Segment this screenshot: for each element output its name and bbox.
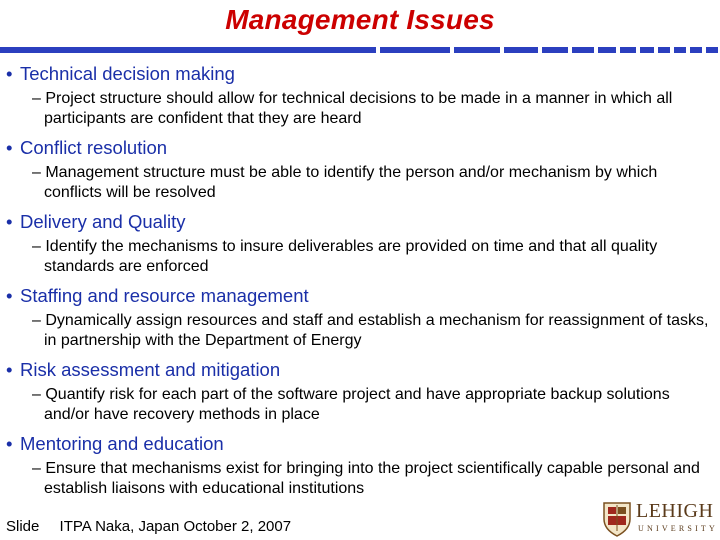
bullet-heading: Risk assessment and mitigation (20, 359, 281, 380)
bullet-dot: • (6, 285, 13, 306)
bullet-dot: • (6, 211, 13, 232)
footer-slide-label: Slide (6, 518, 40, 535)
logo-subtitle: UNIVERSITY (638, 524, 718, 533)
shield-icon (602, 501, 632, 537)
title-divider-rule (0, 46, 720, 54)
bullet-risk-assessment (6, 358, 716, 382)
slide-title: Management Issues (225, 4, 495, 35)
bullet-detail: – Management structure must be able to identify the person and/or mechanism by which conflicts will be resolved (32, 164, 658, 201)
bullet-dot: • (6, 137, 13, 158)
bullet-detail: – Identify the mechanisms to insure deliverables are provided on time and that all quality standards are enforced (32, 238, 658, 275)
bullet-detail: – Quantify risk for each part of the software project and have appropriate backup solutions and/or have recovery methods in place (32, 386, 670, 423)
bullet-detail: – Ensure that mechanisms exist for bringing into the project scientifically capable personal and establish liaisons with educational institutions (32, 460, 700, 497)
bullet-technical-decision-making (6, 62, 716, 86)
bullet-staffing (6, 284, 716, 308)
bullet-heading: Staffing and resource management (20, 285, 309, 306)
bullet-dot: • (6, 433, 13, 454)
logo-name: LEHIGH (636, 500, 714, 522)
bullet-heading: Mentoring and education (20, 433, 224, 454)
lehigh-logo (600, 500, 718, 538)
footer-event: ITPA Naka, Japan October 2, 2007 (59, 518, 292, 535)
bullet-mentoring-and-education (6, 432, 716, 456)
bullet-list (6, 62, 716, 506)
slide-footer (6, 518, 291, 535)
bullet-heading: Delivery and Quality (20, 211, 186, 232)
bullet-detail: – Dynamically assign resources and staff and establish a mechanism for reassignment of tasks, in partnership with the Department of Energy (32, 312, 709, 349)
bullet-dot: • (6, 359, 13, 380)
bullet-dot: • (6, 63, 13, 84)
bullet-heading: Conflict resolution (20, 137, 168, 158)
bullet-heading: Technical decision making (20, 63, 235, 84)
bullet-detail: – Project structure should allow for technical decisions to be made in a manner in which all participants are confident that they are heard (32, 90, 673, 127)
bullet-conflict-resolution (6, 136, 716, 160)
bullet-delivery-and-quality (6, 210, 716, 234)
